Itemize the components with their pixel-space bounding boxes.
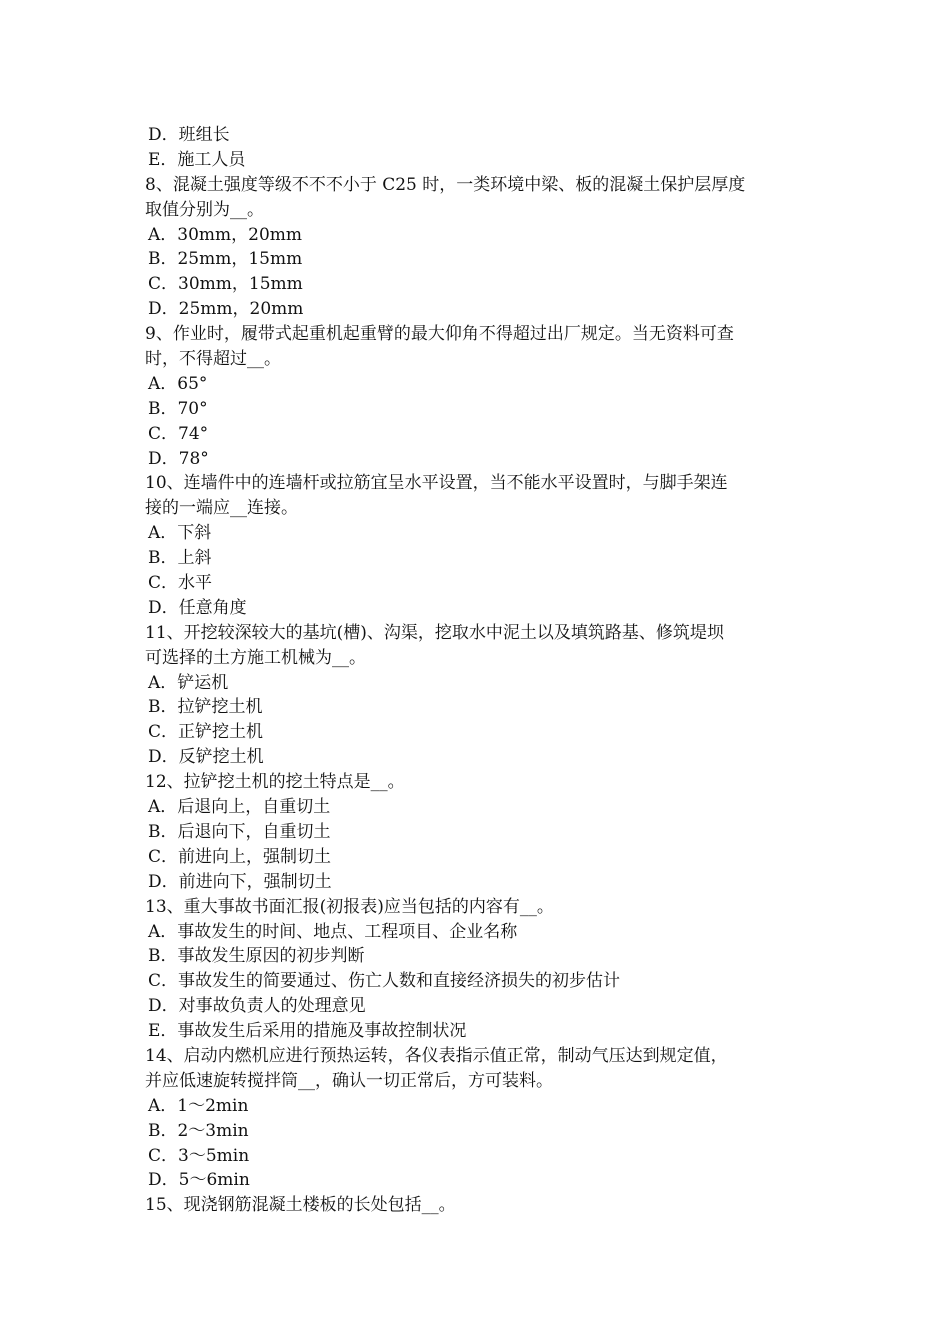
question-line: 14、启动内燃机应进行预热运转，各仪表指示值正常，制动气压达到规定值，: [145, 1045, 728, 1066]
option-line: D．5～6min: [148, 1170, 250, 1191]
option-line: A．下斜: [148, 523, 212, 544]
option-line: D．前进向下，强制切土: [148, 871, 332, 892]
option-line: B．25mm，15mm: [148, 249, 303, 270]
option-line: B．事故发生原因的初步判断: [148, 946, 365, 967]
question-line: 接的一端应__连接。: [145, 498, 298, 519]
option-line: A．后退向上，自重切土: [148, 797, 331, 818]
option-line: C．30mm，15mm: [148, 274, 303, 295]
option-line: D．对事故负责人的处理意见: [148, 996, 366, 1017]
question-line: 并应低速旋转搅拌筒__，确认一切正常后，方可装料。: [145, 1070, 553, 1091]
question-line: 取值分别为__。: [145, 199, 264, 220]
question-line: 10、连墙件中的连墙杆或拉筋宜呈水平设置，当不能水平设置时，与脚手架连: [145, 473, 728, 494]
question-line: 12、拉铲挖土机的挖土特点是__。: [145, 772, 405, 793]
option-line: C．3～5min: [148, 1145, 250, 1166]
option-line: B．上斜: [148, 548, 212, 569]
question-line: 9、作业时，履带式起重机起重臂的最大仰角不得超过出厂规定。当无资料可查: [145, 324, 734, 345]
option-line: D．25mm，20mm: [148, 299, 304, 320]
option-line: D．78°: [148, 448, 209, 469]
option-line: A．1～2min: [148, 1095, 249, 1116]
option-line: B．拉铲挖土机: [148, 697, 263, 718]
option-line: C．74°: [148, 423, 209, 444]
option-line: A．铲运机: [148, 672, 229, 693]
question-line: 13、重大事故书面汇报(初报表)应当包括的内容有__。: [145, 896, 554, 917]
question-line: 11、开挖较深较大的基坑(槽)、沟渠，挖取水中泥土以及填筑路基、修筑堤坝: [145, 622, 724, 643]
question-line: 15、现浇钢筋混凝土楼板的长处包括__。: [145, 1195, 456, 1216]
option-line: E．事故发生后采用的措施及事故控制状况: [148, 1021, 467, 1042]
option-line: A．65°: [148, 373, 208, 394]
document-body: [145, 123, 810, 1218]
question-line: 时，不得超过__。: [145, 349, 281, 370]
option-line: B．70°: [148, 398, 208, 419]
option-line: D．班组长: [148, 125, 230, 145]
question-line: 可选择的土方施工机械为__。: [145, 647, 366, 668]
option-line: D．反铲挖土机: [148, 747, 264, 768]
question-line: 8、混凝土强度等级不不不小于 C25 时，一类环境中梁、板的混凝土保护层厚度: [145, 174, 746, 195]
option-line: D．任意角度: [148, 597, 247, 618]
option-line: B．后退向下，自重切土: [148, 821, 331, 842]
option-line: B．2～3min: [148, 1120, 249, 1141]
option-line: E．施工人员: [148, 149, 246, 170]
option-line: C．水平: [148, 573, 213, 594]
option-line: C．正铲挖土机: [148, 722, 264, 743]
option-line: A．事故发生的时间、地点、工程项目、企业名称: [148, 921, 518, 942]
option-line: A．30mm，20mm: [148, 224, 303, 245]
option-line: C．前进向上，强制切土: [148, 846, 332, 867]
option-line: C．事故发生的简要通过、伤亡人数和直接经济损失的初步估计: [148, 971, 621, 992]
